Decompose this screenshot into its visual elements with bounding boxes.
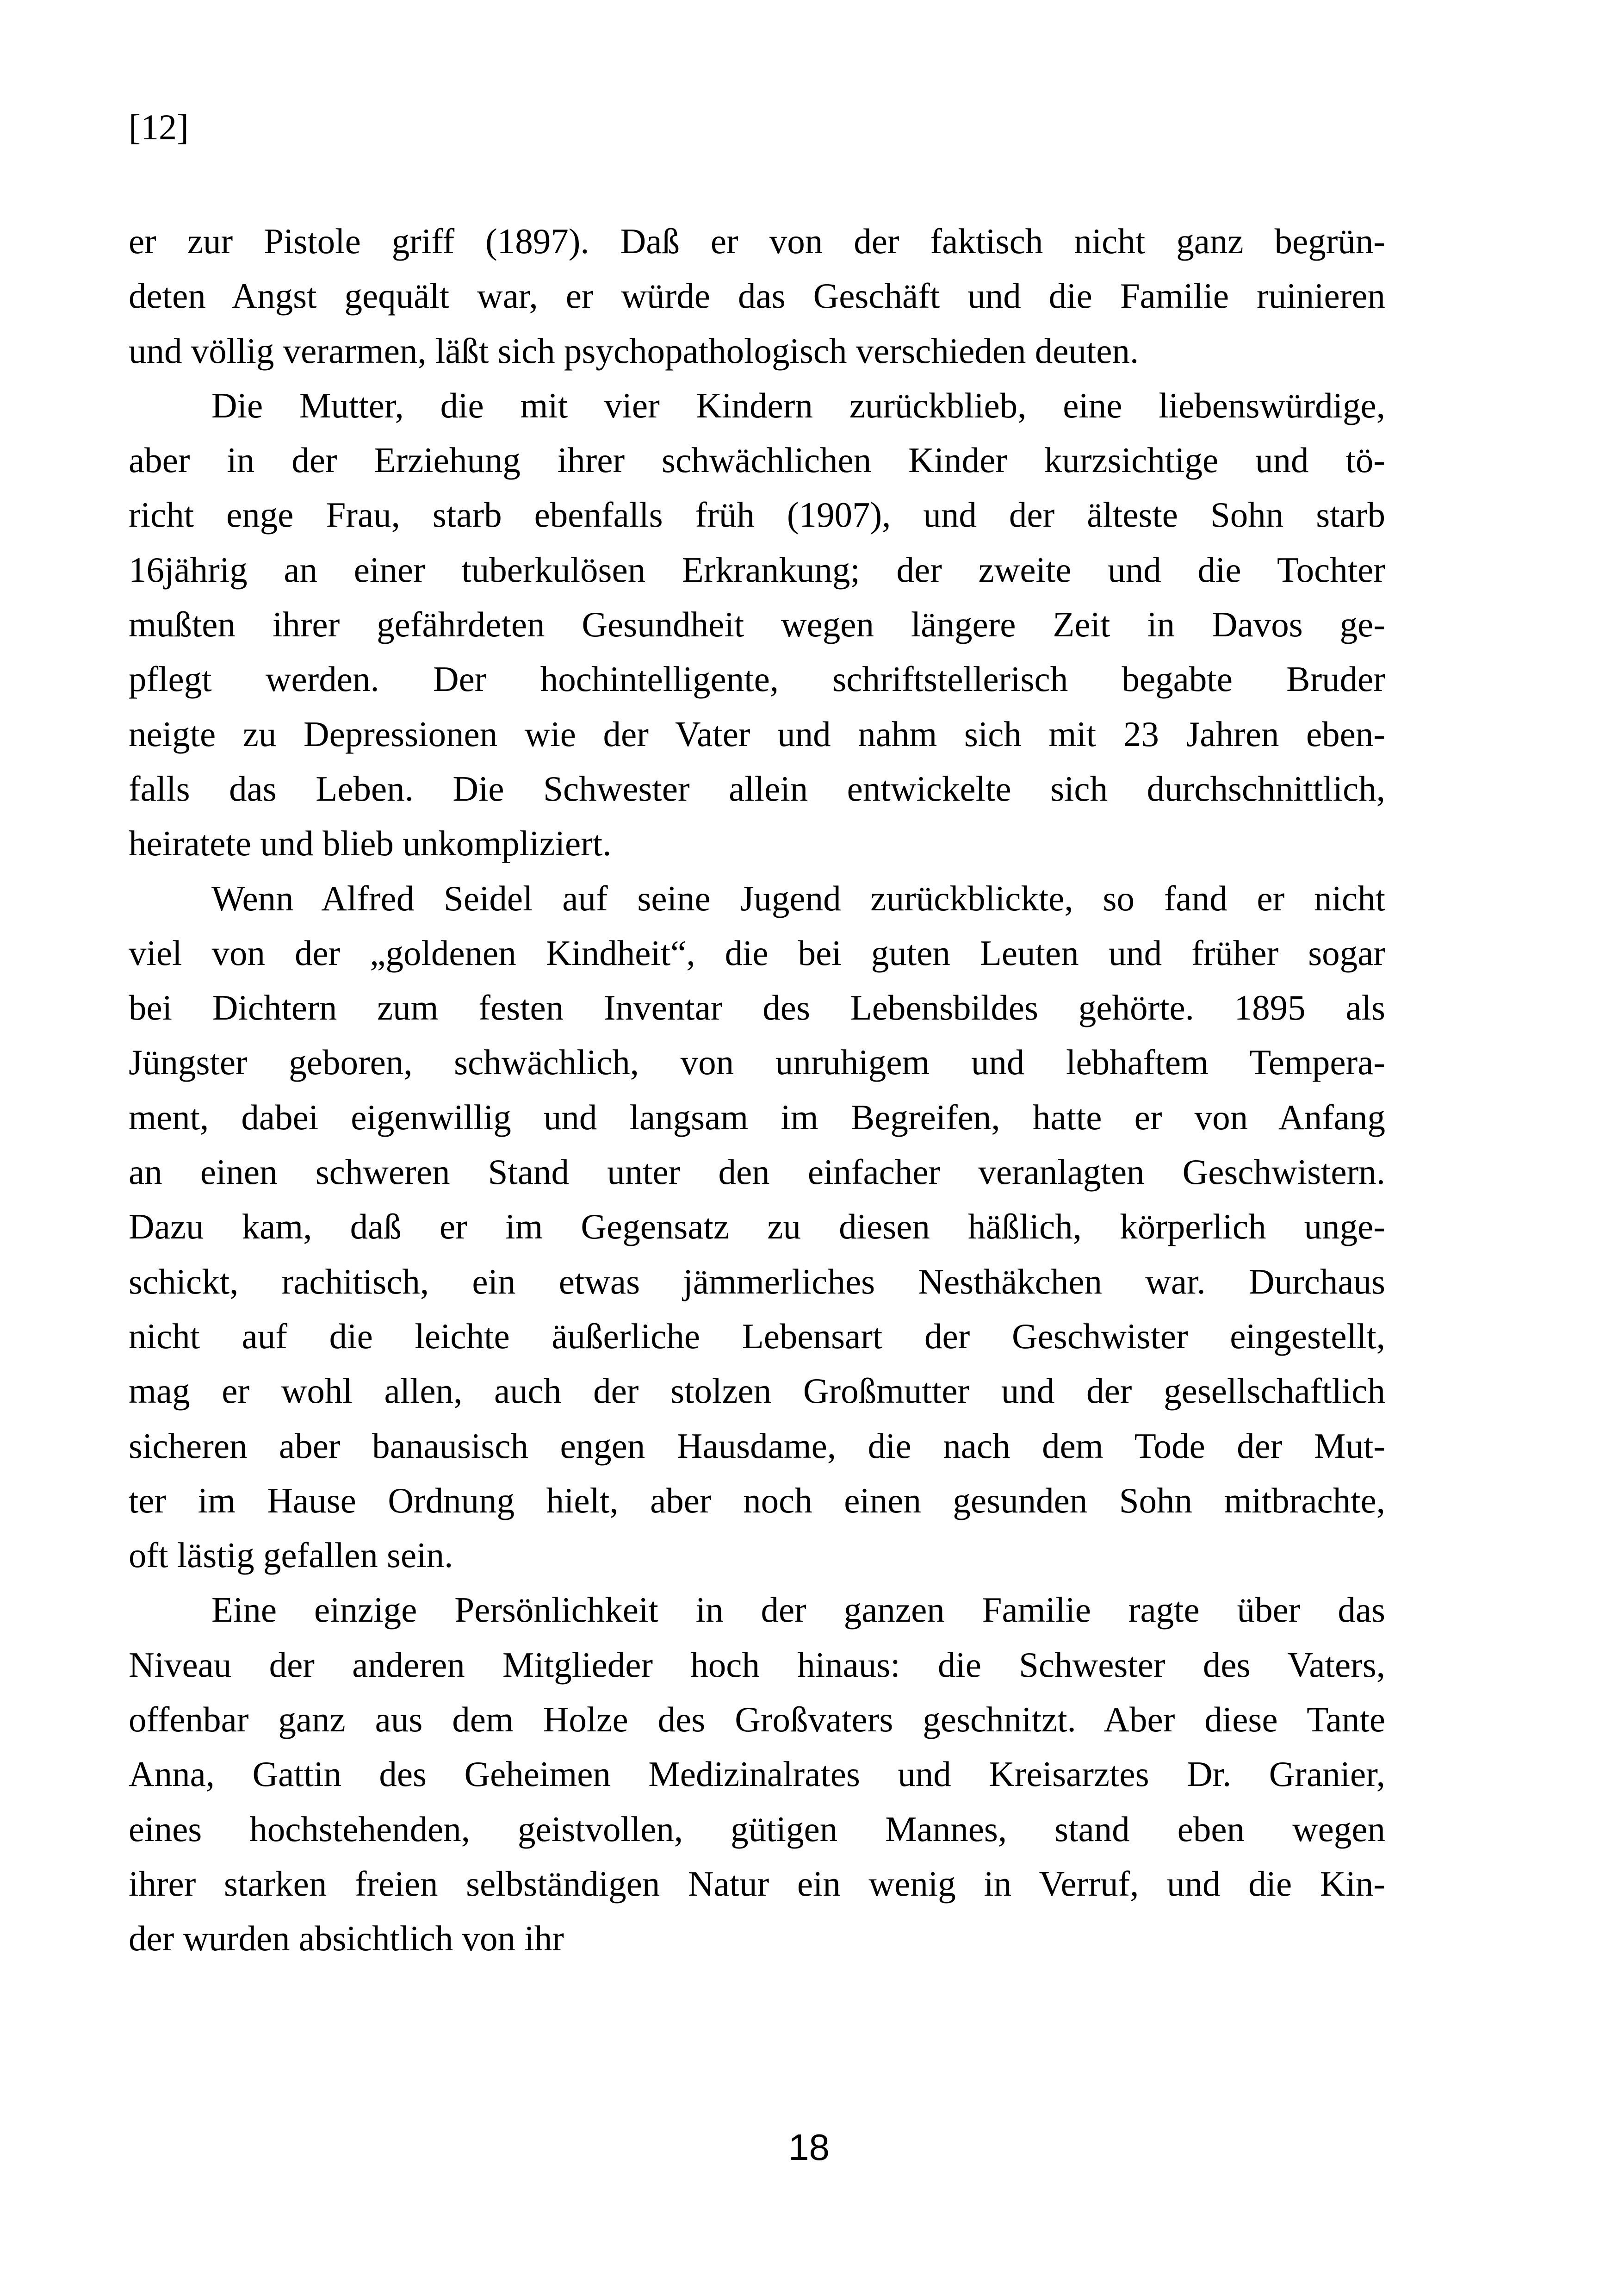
- text-line: schickt, rachitisch, ein etwas jämmerliches Nesthäkchen war. Durchaus: [129, 1261, 1385, 1301]
- text-line: Die Mutter, die mit vier Kindern zurückblieb, eine liebenswürdige,: [211, 385, 1385, 425]
- text-line: ter im Hause Ordnung hielt, aber noch einen gesunden Sohn mitbrachte,: [129, 1480, 1385, 1520]
- text-line: Anna, Gattin des Geheimen Medizinalrates und Kreisarztes Dr. Granier,: [129, 1754, 1385, 1794]
- text-line: Jüngster geboren, schwächlich, von unruhigem und lebhaftem Tempera-: [129, 1042, 1385, 1083]
- text-line: 16jährig an einer tuberkulösen Erkrankung; der zweite und die Tochter: [129, 549, 1385, 590]
- text-line: er zur Pistole griff (1897). Daß er von der faktisch nicht ganz begrün-: [129, 221, 1385, 261]
- text-line: oft lästig gefallen sein.: [129, 1535, 453, 1575]
- text-line: bei Dichtern zum festen Inventar des Lebensbildes gehörte. 1895 als: [129, 988, 1385, 1028]
- text-line: heiratete und blieb unkompliziert.: [129, 823, 612, 864]
- text-line: der wurden absichtlich von ihr: [129, 1918, 564, 1959]
- text-line: Dazu kam, daß er im Gegensatz zu diesen häßlich, körperlich unge-: [129, 1207, 1385, 1247]
- text-line: Eine einzige Persönlichkeit in der ganzen Familie ragte über das: [211, 1590, 1385, 1630]
- text-line: ment, dabei eigenwillig und langsam im Begreifen, hatte er von Anfang: [129, 1097, 1385, 1137]
- text-line: und völlig verarmen, läßt sich psychopathologisch verschieden deuten.: [129, 330, 1139, 371]
- text-line: ihrer starken freien selbständigen Natur ein wenig in Verruf, und die Kin-: [129, 1863, 1385, 1904]
- text-line: mag er wohl allen, auch der stolzen Großmutter und der gesellschaftlich: [129, 1371, 1385, 1411]
- text-line: an einen schweren Stand unter den einfacher veranlagten Geschwistern.: [129, 1152, 1385, 1192]
- page-number: 18: [788, 2127, 830, 2168]
- text-line: offenbar ganz aus dem Holze des Großvaters geschnitzt. Aber diese Tante: [129, 1699, 1385, 1740]
- text-line: pflegt werden. Der hochintelligente, schriftstellerisch begabte Bruder: [129, 659, 1385, 699]
- text-line: sicheren aber banausisch engen Hausdame, die nach dem Tode der Mut-: [129, 1425, 1385, 1466]
- text-line: mußten ihrer gefährdeten Gesundheit wegen längere Zeit in Davos ge-: [129, 604, 1385, 645]
- text-line: aber in der Erziehung ihrer schwächlichen Kinder kurzsichtige und tö-: [129, 440, 1385, 480]
- page-marker: [12]: [129, 107, 189, 147]
- text-line: viel von der „goldenen Kindheit“, die bei guten Leuten und früher sogar: [129, 933, 1385, 973]
- text-line: neigte zu Depressionen wie der Vater und nahm sich mit 23 Jahren eben-: [129, 714, 1385, 754]
- text-line: eines hochstehenden, geistvollen, gütigen Mannes, stand eben wegen: [129, 1809, 1385, 1849]
- text-line: Wenn Alfred Seidel auf seine Jugend zurückblickte, so fand er nicht: [211, 878, 1385, 918]
- text-line: falls das Leben. Die Schwester allein entwickelte sich durchschnittlich,: [129, 768, 1385, 809]
- body-text: [129, 214, 1385, 1966]
- text-line: nicht auf die leichte äußerliche Lebensart der Geschwister eingestellt,: [129, 1316, 1385, 1356]
- text-line: Niveau der anderen Mitglieder hoch hinaus: die Schwester des Vaters,: [129, 1644, 1385, 1685]
- text-line: deten Angst gequält war, er würde das Geschäft und die Familie ruinieren: [129, 276, 1385, 316]
- text-line: richt enge Frau, starb ebenfalls früh (1907), und der älteste Sohn starb: [129, 495, 1385, 535]
